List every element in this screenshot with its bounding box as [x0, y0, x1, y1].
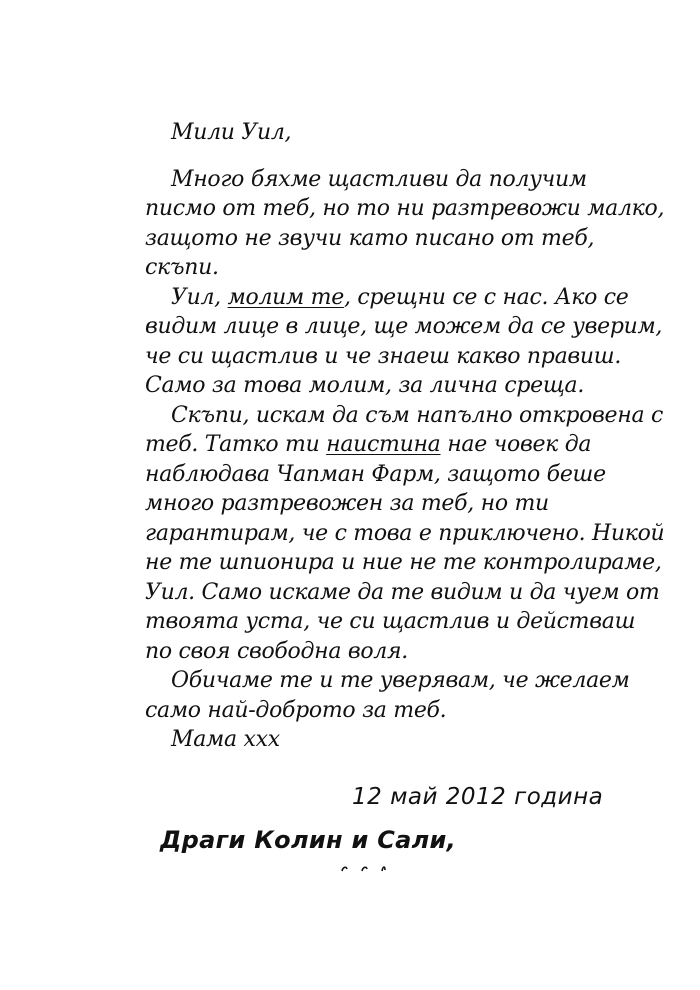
- paragraph-4-line-2: само най-доброто за теб.: [145, 698, 447, 723]
- paragraph-3-text-a: теб. Татко ти: [145, 432, 327, 457]
- paragraph-3-line-3: наблюдава Чапман Фарм, защото беше: [145, 462, 606, 487]
- paragraph-2-line-3: че си щастлив и че знаеш какво правиш.: [145, 344, 622, 369]
- underlined-really: наистина: [326, 432, 441, 457]
- paragraph-3-line-2: [145, 430, 591, 460]
- paragraph-3-line-8: твоята уста, че си щастлив и действаш: [145, 609, 636, 634]
- paragraph-2-text-a: Уил,: [171, 285, 228, 310]
- paragraph-3-line-1: Скъпи, искам да съм напълно откровена с: [171, 403, 664, 428]
- paragraph-1-line-4: скъпи.: [145, 255, 219, 280]
- letter-date: 12 май 2012 година: [352, 784, 604, 810]
- paragraph-3-line-4: много разтревожен за теб, но ти: [145, 491, 549, 516]
- paragraph-3-line-9: по своя свободна воля.: [145, 639, 408, 664]
- second-letter-greeting: Драги Колин и Сали,: [160, 826, 457, 854]
- letter-salutation: Мили Уил,: [171, 120, 292, 145]
- paragraph-3-text-b: нае човек да: [440, 432, 592, 457]
- paragraph-3-line-7: Уил. Само искаме да те видим и да чуем от: [145, 580, 660, 605]
- paragraph-4-line-1: Обичаме те и те уверявам, че желаем: [171, 668, 630, 693]
- underlined-please: молим те: [227, 285, 344, 310]
- paragraph-2-line-4: Само за това молим, за лична среща.: [145, 373, 585, 398]
- paragraph-1-line-2: писмо от теб, но то ни разтревожи малко,: [145, 196, 665, 221]
- paragraph-3-line-5: гарантирам, че с това е приключено. Никой: [145, 521, 665, 546]
- letter-signature: Мама ххх: [171, 727, 280, 752]
- cut-off-handwriting: [338, 862, 388, 872]
- paragraph-2-line-1: [171, 283, 628, 313]
- paragraph-2-text-b: , срещни се с нас. Ако се: [343, 285, 629, 310]
- paragraph-2-line-2: видим лице в лице, ще можем да се уверим,: [145, 314, 663, 339]
- paragraph-1-line-3: защото не звучи като писано от теб,: [145, 226, 595, 251]
- paragraph-3-line-6: не те шпионира и ние не те контролираме,: [145, 550, 662, 575]
- paragraph-1-line-1: Много бяхме щастливи да получим: [171, 167, 587, 192]
